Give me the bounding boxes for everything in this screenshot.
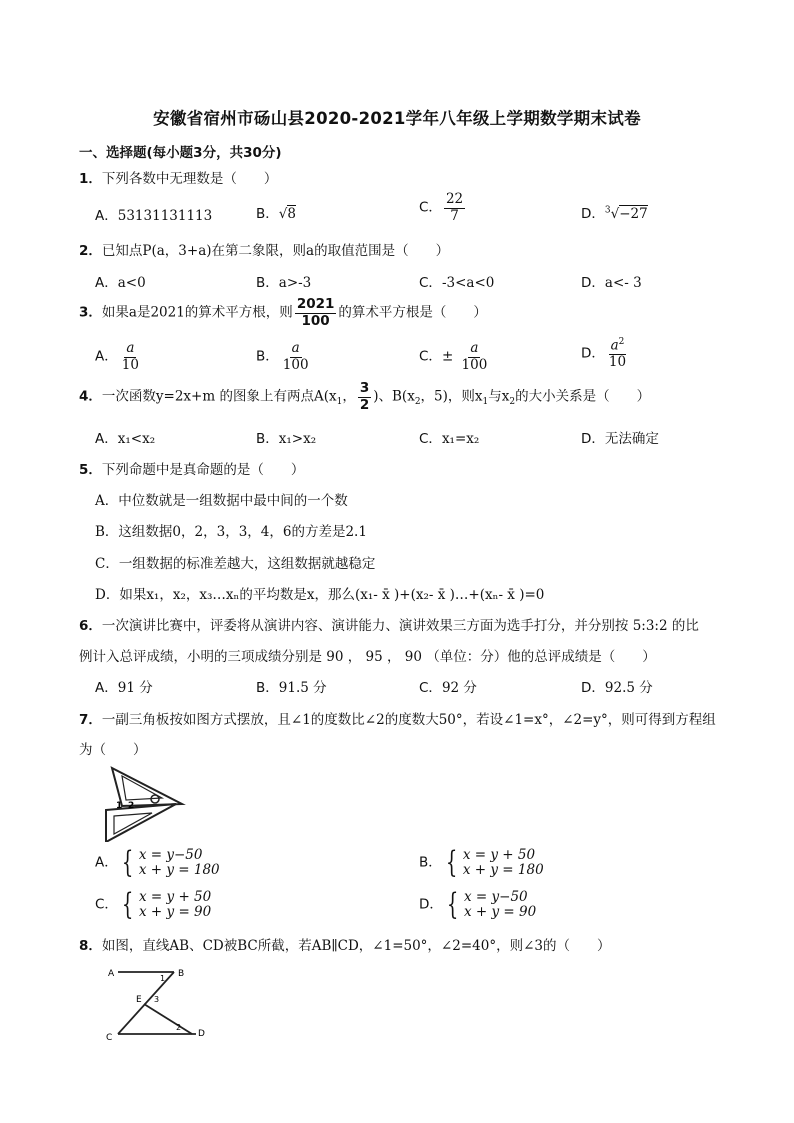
q5-option-d[interactable]: D．如果x₁，x₂，x₃…xₙ的平均数是x，那么(x₁- x̄ )+(x₂- x̄ )…+(xₙ- x̄ )=0 [95, 587, 545, 603]
q4-option-c[interactable]: C．x₁=x₂ [419, 431, 480, 447]
brace-icon: { [446, 887, 459, 922]
q6-option-c[interactable]: C．92 分 [419, 680, 477, 696]
q3-option-d[interactable]: D． $\frac{a^2}{10}$ [581, 337, 627, 371]
question-7-line-1: 7．一副三角板按如图方式摆放，且∠1的度数比∠2的度数大50°，若设∠1=x°，∠2=y°，则可得到方程组 [79, 712, 716, 728]
q5-option-c[interactable]: C．一组数据的标准差越大，这组数据就越稳定 [95, 556, 376, 572]
point-c-label: C [106, 1033, 113, 1043]
parallel-lines-figure [104, 962, 214, 1044]
q4-option-d[interactable]: D．无法确定 [581, 431, 659, 447]
q5-option-b[interactable]: B．这组数据0，2，3，3，4，6的方差是2.1 [95, 524, 367, 540]
question-7-line-2: 为（ ） [79, 742, 147, 758]
fraction: $\frac{2021}{100}$ [296, 296, 335, 329]
q4-option-a[interactable]: A．x₁<x₂ [95, 431, 156, 447]
q5-option-a[interactable]: A．中位数就是一组数据中最中间的一个数 [95, 493, 348, 509]
section-heading: 一、选择题(每小题3分，共30分) [79, 145, 282, 161]
q1-option-c[interactable]: C． $\frac{22}{7}$ [419, 191, 464, 224]
question-5: 5．下列命题中是真命题的是（ ） [79, 462, 305, 478]
q6-option-a[interactable]: A．91 分 [95, 680, 153, 696]
angle-3-label: 3 [154, 995, 160, 1004]
brace-icon: { [121, 887, 134, 922]
fraction: $\frac{22}{7}$ [445, 191, 464, 224]
question-text: 下列各数中无理数是（ ） [101, 171, 278, 187]
q2-option-b[interactable]: B．a>-3 [256, 275, 312, 291]
q1-option-d[interactable]: D．$^3$√−27 [581, 205, 648, 222]
question-3: 3．如果a是2021的算术平方根，则 $\frac{2021}{100}$ 的算术平方根是（ ） [79, 296, 487, 329]
q3-option-b[interactable]: B． $\frac{a}{100}$ [256, 340, 309, 373]
set-squares-figure [100, 762, 190, 842]
line-ed [144, 1004, 192, 1034]
q3-option-a[interactable]: A． $\frac{a}{10}$ [95, 340, 139, 373]
question-4: 4．一次函数y=2x+m 的图象上有两点$A(x_1$， $\frac{3}{2}$ )、$B(x_2$，5)，则$x_1$与$x_2$的大小关系是（ ） [79, 380, 651, 413]
point-e-label: E [136, 995, 142, 1005]
q7-option-b[interactable]: B． { x = y + 50 x + y = 180 [419, 845, 544, 880]
angle-2-label: 2 [176, 1023, 182, 1032]
brace-icon: { [121, 845, 134, 880]
q1-option-b[interactable]: B．√8 [256, 206, 296, 222]
upper-set-square-inner [122, 776, 162, 800]
q6-option-b[interactable]: B．91.5 分 [256, 680, 327, 696]
question-1 [79, 167, 277, 187]
point-b-label: B [178, 969, 185, 979]
upper-set-square [112, 768, 182, 806]
q3-option-c[interactable]: C．± $\frac{a}{100}$ [419, 340, 488, 373]
q4-option-b[interactable]: B．x₁>x₂ [256, 431, 317, 447]
q7-option-a[interactable]: A． { x = y−50 x + y = 180 [95, 845, 220, 880]
q2-option-a[interactable]: A．a<0 [95, 275, 146, 291]
angle-1-label: 1 [116, 801, 123, 811]
lower-set-square-inner [114, 813, 152, 834]
q7-option-c[interactable]: C． { x = y + 50 x + y = 90 [95, 887, 212, 922]
brace-icon: { [445, 845, 458, 880]
q2-option-d[interactable]: D．a<- 3 [581, 275, 642, 291]
q7-option-d[interactable]: D． { x = y−50 x + y = 90 [419, 887, 537, 922]
question-2: 2．已知点P(a，3+a)在第二象限，则a的取值范围是（ ） [79, 243, 450, 259]
question-8: 8．如图，直线AB、CD被BC所截，若AB∥CD，∠1=50°，∠2=40°，则∠3的（ ） [79, 938, 611, 954]
q1-option-a[interactable]: A．53131131113 [95, 208, 213, 224]
question-6-line-1: 6．一次演讲比赛中，评委将从演讲内容、演讲能力、演讲效果三方面为选手打分，并分别按 5:3:2 的比 [79, 618, 699, 634]
q6-option-d[interactable]: D．92.5 分 [581, 680, 653, 696]
angle-1-label: 1 [160, 974, 166, 983]
q2-option-c[interactable]: C．-3<a<0 [419, 275, 495, 291]
angle-2-label: 2 [128, 801, 135, 811]
sqrt-sign-icon: √ [278, 206, 288, 222]
sqrt-sign-icon: √ [610, 206, 620, 222]
point-d-label: D [198, 1029, 205, 1039]
question-number: 1． [79, 171, 102, 187]
point-a-label: A [108, 969, 115, 979]
page-title: 安徽省宿州市砀山县2020-2021学年八年级上学期数学期末试卷 [153, 109, 641, 128]
line-bc [118, 972, 174, 1034]
question-6-line-2: 例计入总评成绩，小明的三项成绩分别是 90 ， 95 ， 90 （单位：分）他的总评成绩是（ ） [79, 649, 656, 665]
